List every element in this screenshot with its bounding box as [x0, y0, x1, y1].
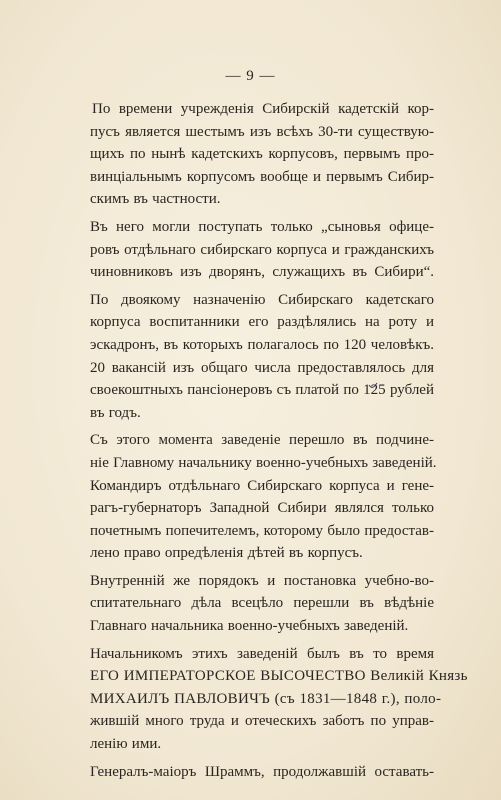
text-line: ЕГО ИМПЕРАТОРСКОЕ ВЫСОЧЕСТВО Великій Князь [90, 668, 468, 685]
paragraph-1 [90, 98, 434, 211]
text-line: въ годъ. [90, 404, 141, 421]
text-line: винціальнымъ корпусомъ вообще и первымъ Сибир- [90, 168, 434, 185]
text-line: жившій много труда и отеческихъ заботъ по управ- [90, 713, 434, 730]
text-line: ленію ими. [90, 736, 162, 753]
paragraph-3 [90, 289, 434, 425]
text-line: почетнымъ попечителемъ, которому было предостав- [90, 522, 434, 539]
body-text [90, 98, 468, 788]
text-line: Съ этого момента заведеніе перешло въ подчине- [90, 432, 434, 449]
paragraph-5 [90, 570, 434, 638]
text-line: щихъ по нынѣ кадетскихъ корпусовъ, первымъ про- [90, 146, 434, 163]
text-line: чиновниковъ изъ дворянъ, служащихъ въ Сибири“. [90, 264, 434, 281]
text-line: Начальникомъ этихъ заведеній былъ въ то время [90, 645, 434, 662]
text-line: скимъ въ частности. [90, 191, 221, 208]
text-line: пусъ является шестымъ изъ всѣхъ 30-ти существую- [90, 123, 434, 140]
text-line: МИХАИЛЪ ПАВЛОВИЧЪ (съ 1831—1848 г.), поло- [90, 690, 442, 707]
text-line: Внутренній же порядокъ и постановка учебно-во- [90, 572, 434, 589]
text-line: Командиръ отдѣльнаго Сибирскаго корпуса и гене- [90, 477, 434, 494]
text-line: ніе Главному начальнику военно-учебныхъ заведеній. [90, 454, 437, 471]
text-line: По времени учрежденія Сибирскій кадетскій кор- [92, 101, 434, 117]
page-number: — 9 — [225, 68, 276, 84]
paragraph-7 [90, 761, 434, 784]
paragraph-4 [90, 429, 437, 565]
text-line: ровъ отдѣльнаго сибирскаго корпуса и гражданскихъ [90, 241, 434, 258]
text-line: спитательнаго дѣла всецѣло перешли въ вѣдѣніе [90, 595, 434, 612]
text-line: своекоштныхъ пансіонеровъ съ платой по 125 рублей [90, 382, 434, 399]
text-line: корпуса воспитанники его раздѣлялись на роту и [90, 314, 434, 331]
text-line: эскадронъ, въ которыхъ полагалось по 120 человѣкъ. [90, 336, 434, 353]
text-line: лено право опредѣленія дѣтей въ корпусъ. [90, 545, 363, 562]
text-line: Генералъ-маіоръ Шраммъ, продолжавшій оставать- [90, 763, 434, 780]
paragraph-2 [90, 216, 434, 284]
text-line: По двоякому назначенію Сибирскаго кадетскаго [90, 291, 434, 308]
text-line: Въ него могли поступать только „сыновья офице- [90, 218, 434, 235]
text-line: Главнаго начальника военно-учебныхъ заведеній. [90, 618, 409, 635]
text-line: рагъ-губернаторъ Западной Сибири являлся только [90, 500, 434, 517]
text-line: 20 вакансій изъ общаго числа предоставлялось для [90, 359, 434, 376]
paragraph-6 [90, 643, 468, 756]
